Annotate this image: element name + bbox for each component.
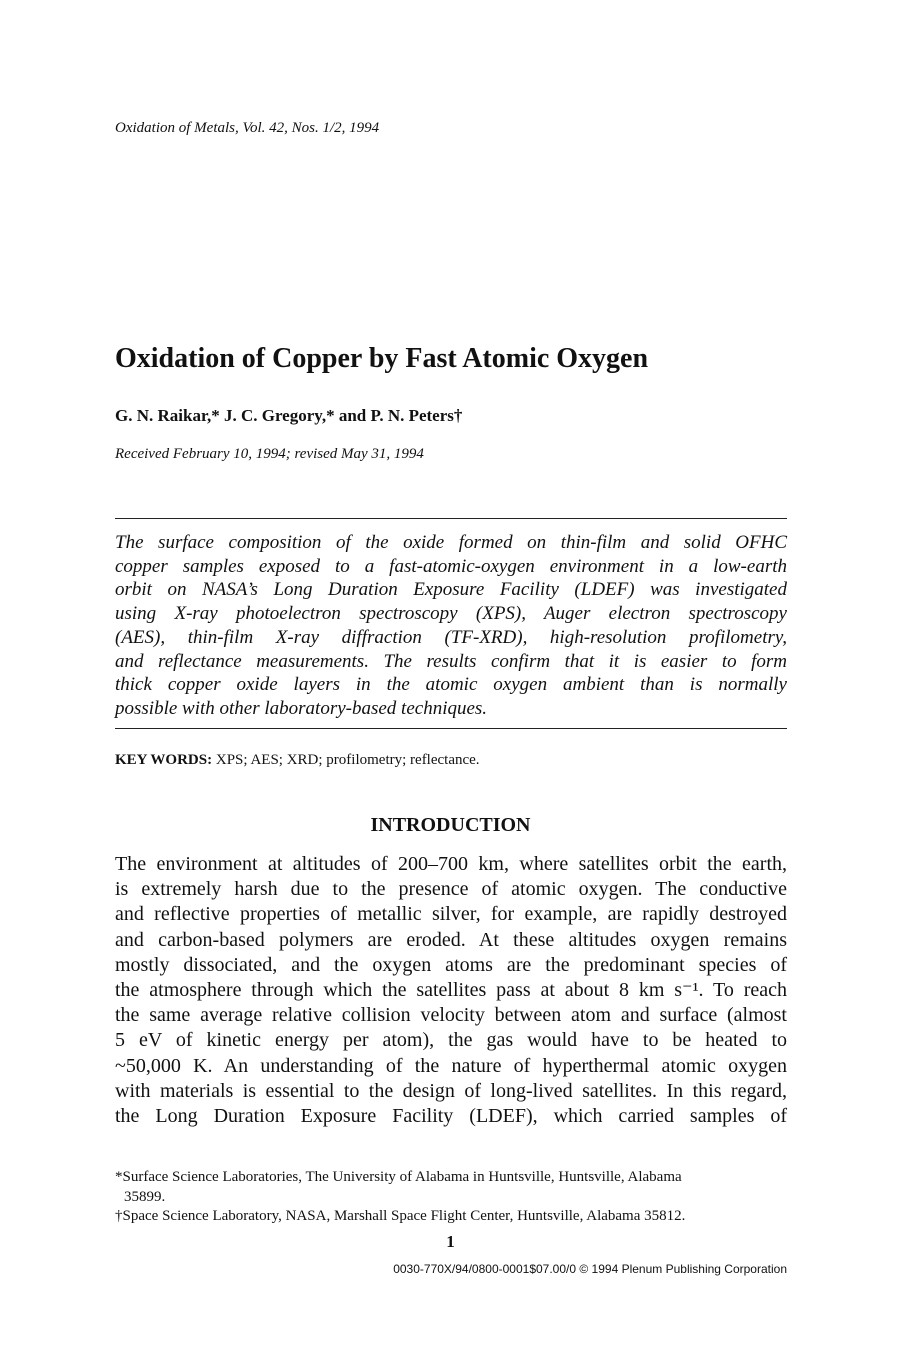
introduction-paragraph: [115, 852, 787, 1129]
abstract-line: and reflectance measurements. The results confirm that it is easier to form: [115, 650, 787, 672]
body-line: is extremely harsh due to the presence of atomic oxygen. The conductive: [115, 878, 787, 901]
abstract-line: thick copper oxide layers in the atomic oxygen ambient than is normally: [115, 674, 787, 696]
abstract-line: using X-ray photoelectron spectroscopy (XPS), Auger electron spectroscopy: [115, 603, 787, 625]
journal-citation: Oxidation of Metals, Vol. 42, Nos. 1/2, 1994: [115, 120, 380, 136]
received-dates: Received February 10, 1994; revised May 31, 1994: [115, 446, 424, 462]
body-line: with materials is essential to the design of long-lived satellites. In this regard,: [115, 1079, 787, 1102]
keywords-label: KEY WORDS:: [115, 752, 213, 768]
section-heading-introduction: INTRODUCTION: [370, 814, 531, 836]
body-line: the same average relative collision velocity between atom and surface (almost: [115, 1004, 787, 1027]
abstract-line: possible with other laboratory-based techniques.: [115, 697, 488, 719]
abstract-line: (AES), thin-film X-ray diffraction (TF-XRD), high-resolution profilometry,: [115, 626, 787, 648]
body-line: mostly dissociated, and the oxygen atoms are the predominant species of: [115, 953, 787, 976]
body-line: 5 eV of kinetic energy per atom), the gas would have to be heated to: [115, 1029, 787, 1052]
footnotes: [115, 1168, 787, 1227]
keywords-text: XPS; AES; XRD; profilometry; reflectance.: [215, 752, 480, 768]
article-title: Oxidation of Copper by Fast Atomic Oxygen: [115, 343, 649, 374]
body-line: and reflective properties of metallic silver, for example, are rapidly destroyed: [115, 903, 787, 926]
body-line: the Long Duration Exposure Facility (LDEF), which carried samples of: [115, 1105, 787, 1128]
footnote-affiliation-1: *Surface Science Laboratories, The University of Alabama in Huntsville, Huntsville, Alabama: [115, 1169, 682, 1185]
footnote-affiliation-1-cont: 35899.: [124, 1188, 166, 1205]
abstract-line: orbit on NASA’s Long Duration Exposure Facility (LDEF) was investigated: [115, 579, 787, 601]
body-line: The environment at altitudes of 200–700 km, where satellites orbit the earth,: [115, 853, 787, 875]
body-line: the atmosphere through which the satellites pass at about 8 km s⁻¹. To reach: [115, 979, 787, 1002]
abstract: [115, 531, 787, 721]
body-line: and carbon-based polymers are eroded. At these altitudes oxygen remains: [115, 928, 787, 951]
abstract-line: The surface composition of the oxide formed on thin-film and solid OFHC: [115, 532, 787, 553]
abstract-top-rule: [115, 518, 787, 519]
keywords: [115, 752, 480, 769]
authors: G. N. Raikar,* J. C. Gregory,* and P. N. Peters†: [115, 406, 463, 425]
abstract-bottom-rule: [115, 728, 787, 729]
copyright-line: 0030-770X/94/0800-0001$07.00/0 © 1994 Plenum Publishing Corporation: [393, 1262, 787, 1276]
body-line: ~50,000 K. An understanding of the nature of hyperthermal atomic oxygen: [115, 1054, 787, 1077]
page-number: 1: [446, 1232, 455, 1251]
footnote-affiliation-2: †Space Science Laboratory, NASA, Marshall Space Flight Center, Huntsville, Alabama 35812.: [115, 1208, 686, 1224]
abstract-line: copper samples exposed to a fast-atomic-oxygen environment in a low-earth: [115, 555, 787, 577]
